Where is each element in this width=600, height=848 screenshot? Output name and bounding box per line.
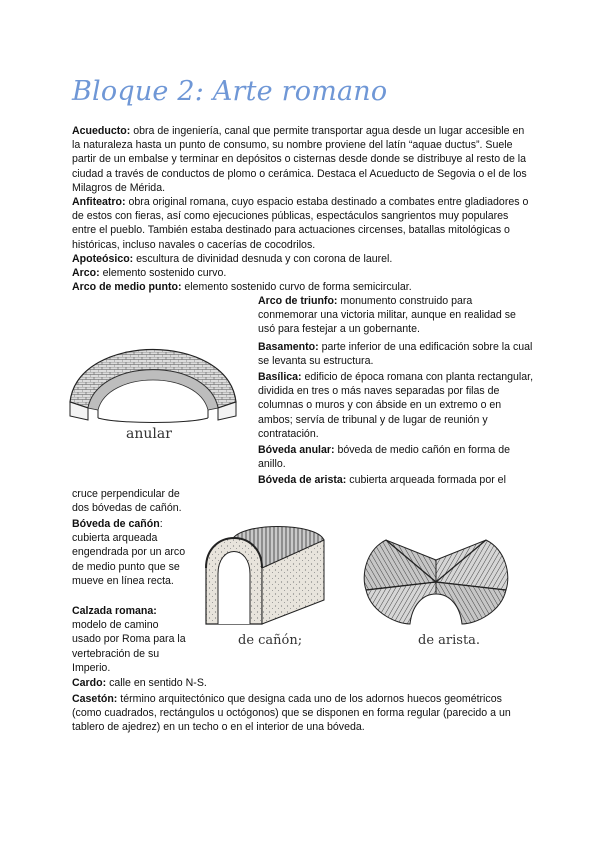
def-caseton: término arquitectónico que designa cada uno de los adornos huecos geométricos (como cuadrados, rectángulos u octógonos) que se disponen en forma regular (parecido a un tablero de ajedrez) en un techo o en el interior de una bóveda. bbox=[72, 693, 511, 734]
def-basamento: parte inferior de una edificación sobre la cual se levanta su estructura. bbox=[258, 341, 533, 368]
groin-vault-illustration bbox=[356, 520, 516, 650]
entry-cardo bbox=[72, 676, 532, 690]
term-arco-triunfo: Arco de triunfo: bbox=[258, 295, 338, 307]
entry-arco-triunfo bbox=[258, 294, 534, 337]
term-caseton: Casetón: bbox=[72, 693, 118, 705]
term-calzada: Calzada romana: bbox=[72, 605, 157, 617]
entry-boveda-arista bbox=[258, 473, 534, 487]
canon-caption: de cañón; bbox=[238, 633, 303, 648]
entry-apoteosico bbox=[72, 252, 532, 266]
def-cardo: calle en sentido N-S. bbox=[106, 677, 207, 689]
term-acueducto: Acueducto: bbox=[72, 125, 131, 137]
entry-calzada bbox=[72, 604, 190, 675]
def-anfiteatro: obra original romana, cuyo espacio estaba destinado a combates entre gladiadores o de estos con fieras, así como ejecuciones públicas, espectáculos sangrientos muy populares entre el pueblo. También estaba destinado para actuaciones circenses, batallas mitológicas o históricas, incluso navales o cacerías de cocodrilos. bbox=[72, 196, 529, 251]
entry-boveda-anular bbox=[258, 443, 534, 471]
def-boveda-anular: bóveda de medio cañón en forma de anillo. bbox=[258, 444, 511, 471]
entry-arco-medio-punto bbox=[72, 280, 532, 294]
term-boveda-canon: Bóveda de cañón bbox=[72, 518, 160, 530]
entry-basamento bbox=[258, 340, 534, 368]
term-basilica: Basílica: bbox=[258, 371, 302, 383]
arista-caption: de arista. bbox=[418, 633, 481, 648]
term-apoteosico: Apoteósico: bbox=[72, 253, 134, 265]
term-cardo: Cardo: bbox=[72, 677, 107, 689]
def-acueducto: obra de ingeniería, canal que permite transportar agua desde un lugar accesible en la naturaleza hasta un punto de consumo, su nombre proviene del latín “aquae ductus”. Suele partir de un embalse y terminar en depósitos o cisternas desde donde se distribuye al resto de la ciudad a través de conductos de plomo o cerámica. Destaca el Acueducto de Segovia o el de los Milagros de Mérida. bbox=[72, 125, 527, 194]
anular-vault-illustration bbox=[58, 312, 248, 444]
entry-basilica bbox=[258, 370, 534, 441]
entry-acueducto bbox=[72, 124, 532, 195]
term-anfiteatro: Anfiteatro: bbox=[72, 196, 126, 208]
term-boveda-anular: Bóveda anular: bbox=[258, 444, 335, 456]
entry-boveda-canon bbox=[72, 517, 190, 588]
def-arco-medio-punto: elemento sostenido curvo de forma semicircular. bbox=[181, 281, 412, 293]
term-arco-medio-punto: Arco de medio punto: bbox=[72, 281, 182, 293]
entry-boveda-arista-continued: cruce perpendicular de dos bóvedas de cañón. bbox=[72, 488, 182, 515]
term-boveda-arista: Bóveda de arista: bbox=[258, 474, 347, 486]
def-basilica: edificio de época romana con planta rectangular, dividida en tres o más naves separadas por filas de columnas o muros y con ábside en un extremo o en ambos; servía de tribunal y de lugar de reunión y contratación. bbox=[258, 371, 534, 440]
entry-caseton bbox=[72, 692, 532, 735]
def-calzada: modelo de camino usado por Roma para la vertebración de su Imperio. bbox=[72, 619, 186, 674]
anular-caption: anular bbox=[126, 426, 172, 442]
barrel-vault-illustration bbox=[196, 520, 348, 650]
def-apoteosico: escultura de divinidad desnuda y con corona de laurel. bbox=[133, 253, 393, 265]
def-boveda-arista: cubierta arqueada formada por el bbox=[346, 474, 506, 486]
entry-anfiteatro bbox=[72, 195, 532, 252]
entry-arco bbox=[72, 266, 532, 280]
def-arco: elemento sostenido curvo. bbox=[99, 267, 227, 279]
def-boveda-canon: : cubierta arqueada engendrada por un arco de medio punto que se mueve en línea recta. bbox=[72, 518, 186, 587]
term-basamento: Basamento: bbox=[258, 341, 319, 353]
def-arco-triunfo: monumento construido para conmemorar una victoria militar, aunque en realidad se usó para festejar a un gobernante. bbox=[258, 295, 516, 336]
term-arco: Arco: bbox=[72, 267, 100, 279]
page-title: Bloque 2: Arte romano bbox=[72, 76, 388, 107]
